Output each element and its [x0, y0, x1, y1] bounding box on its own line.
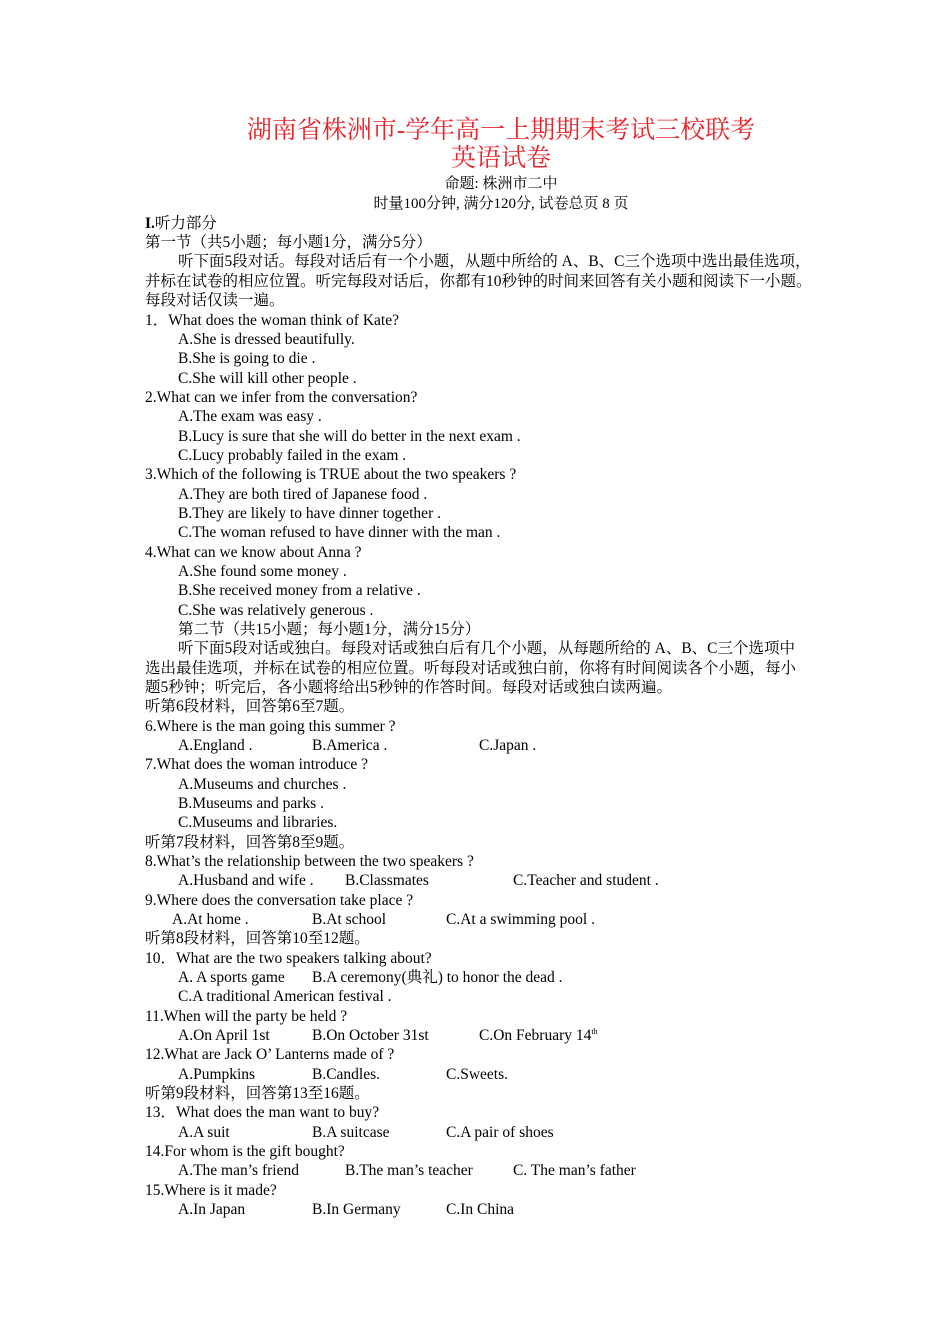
material-heading: 听第6段材料，回答第6至7题。 [145, 698, 355, 715]
option-b: B.America . [312, 737, 388, 754]
option-c: C.Teacher and student . [513, 872, 659, 889]
option-c: C.A traditional American festival . [178, 988, 392, 1005]
option-c: C.She will kill other people . [178, 370, 357, 387]
option-c: C.Japan . [479, 737, 537, 754]
question-stem: 3.Which of the following is TRUE about the two speakers ? [145, 466, 517, 483]
question-stem: 6.Where is the man going this summer ? [145, 718, 396, 735]
section1-instruction-3: 每段对话仅读一遍。 [145, 292, 285, 309]
material-heading: 听第9段材料，回答第13至16题。 [145, 1085, 370, 1102]
option-a: A.Pumpkins [178, 1066, 256, 1083]
option-c-text: C.On February 14 [479, 1027, 592, 1044]
question-stem: 9.Where does the conversation take place ? [145, 892, 414, 909]
option-c: C.The woman refused to have dinner with the man . [178, 524, 501, 541]
option-b: B.Candles. [312, 1066, 381, 1083]
option-b: B.At school [312, 911, 387, 928]
option-a: A. A sports game [178, 969, 285, 986]
option-c: C.Lucy probably failed in the exam . [178, 447, 407, 464]
option-b: B.Museums and parks . [178, 795, 324, 812]
option-b: B.A ceremony(典礼) to honor the dead . [312, 969, 563, 986]
option-c: C.A pair of shoes [446, 1124, 554, 1141]
option-a: A.The man’s friend [178, 1162, 299, 1179]
option-b: B.In Germany [312, 1201, 401, 1218]
option-c: C. The man’s father [513, 1162, 636, 1179]
option-b: B.A suitcase [312, 1124, 390, 1141]
option-b: B.Lucy is sure that she will do better in the next exam . [178, 428, 521, 445]
option-a: A.Husband and wife . [178, 872, 314, 889]
exam-subject: 英语试卷 [450, 145, 551, 172]
option-a: A.England . [178, 737, 253, 754]
option-c: C.Sweets. [446, 1066, 508, 1083]
part-title: 听力部分 [154, 215, 217, 232]
option-c: C.Museums and libraries. [178, 814, 338, 831]
section2-title: 第二节（共15小题；每小题1分，满分15分） [178, 621, 481, 638]
option-b: B.The man’s teacher [345, 1162, 473, 1179]
section2-instruction-1: 听下面5段对话或独白。每段对话或独白后有几个小题，从每题所给的 A、B、C三个选项中 [178, 640, 795, 657]
option-b: B.On October 31st [312, 1027, 429, 1044]
option-c: C.In China [446, 1201, 515, 1218]
question-stem: 7.What does the woman introduce ? [145, 756, 368, 773]
option-b: B.Classmates [345, 872, 429, 889]
question-stem: 4.What can we know about Anna ? [145, 544, 362, 561]
part-heading [145, 214, 217, 233]
option-a: A.She is dressed beautifully. [178, 331, 355, 348]
section2-instruction-3: 题5秒钟；听完后，各小题将给出5秒钟的作答时间。每段对话或独白读两遍。 [145, 679, 673, 696]
material-heading: 听第8段材料，回答第10至12题。 [145, 930, 370, 947]
option-b: B.She is going to die . [178, 350, 316, 367]
question-stem: 15.Where is it made? [145, 1182, 277, 1199]
option-a: A.Museums and churches . [178, 776, 347, 793]
question-stem: 1．What does the woman think of Kate? [145, 312, 399, 329]
part-number: I. [145, 215, 155, 232]
ordinal-suffix: th [591, 1027, 598, 1036]
option-a: A.At home . [172, 911, 249, 928]
option-c: C.She was relatively generous . [178, 602, 374, 619]
question-stem: 14.For whom is the gift bought? [145, 1143, 345, 1160]
exam-title: 湖南省株洲市-学年高一上期期末考试三校联考 [246, 117, 756, 144]
section1-instruction-1: 听下面5段对话。每段对话后有一个小题，从题中所给的 A、B、C三个选项中选出最佳选项， [178, 253, 811, 270]
option-a: A.On April 1st [178, 1027, 270, 1044]
question-stem: 13．What does the man want to buy? [145, 1104, 380, 1121]
exam-setter: 命题: 株洲市二中 [444, 176, 558, 192]
question-stem: 2.What can we infer from the conversation? [145, 389, 418, 406]
option-c: C.At a swimming pool . [446, 911, 595, 928]
question-stem: 10．What are the two speakers talking about? [145, 950, 432, 967]
section1-title: 第一节（共5小题；每小题1分，满分5分） [145, 234, 432, 251]
material-heading: 听第7段材料，回答第8至9题。 [145, 834, 355, 851]
section1-instruction-2: 并标在试卷的相应位置。听完每段对话后，你都有10秒钟的时间来回答有关小题和阅读下一小题。 [145, 273, 812, 290]
option-c [479, 1026, 598, 1045]
option-a: A.The exam was easy . [178, 408, 322, 425]
question-stem: 12.What are Jack O’ Lanterns made of ? [145, 1046, 395, 1063]
option-a: A.In Japan [178, 1201, 246, 1218]
section2-instruction-2: 选出最佳选项，并标在试卷的相应位置。听每段对话或独白前，你将有时间阅读各个小题，每小 [145, 660, 797, 677]
option-b: B.They are likely to have dinner together . [178, 505, 441, 522]
question-stem: 8.What’s the relationship between the two speakers ? [145, 853, 474, 870]
option-b: B.She received money from a relative . [178, 582, 421, 599]
option-a: A.She found some money . [178, 563, 347, 580]
question-stem: 11.When will the party be held ? [145, 1008, 348, 1025]
option-a: A.A suit [178, 1124, 230, 1141]
option-a: A.They are both tired of Japanese food . [178, 486, 428, 503]
exam-info: 时量100分钟, 满分120分, 试卷总页 8 页 [373, 196, 629, 212]
